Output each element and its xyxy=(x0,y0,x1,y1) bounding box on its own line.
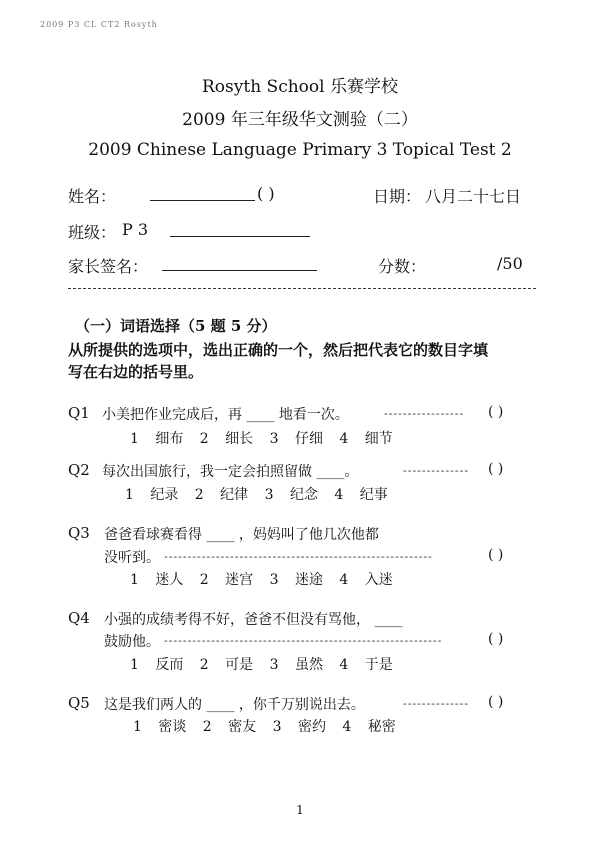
question-leader-dots: --------------------------------------------------------- xyxy=(164,550,433,563)
name-blank[interactable] xyxy=(150,186,255,201)
score-label: 分数： xyxy=(378,257,427,276)
question-options: 1 迷人 2 迷宫 3 迷途 4 入迷 xyxy=(130,572,393,588)
score-value: /50 xyxy=(497,254,523,273)
answer-bracket[interactable]: ( ) xyxy=(488,694,504,710)
question-text: 小美把作业完成后，再 ____ 地看一次。 xyxy=(102,407,349,423)
name-label: 姓名： xyxy=(68,187,117,206)
test-title-chinese: 2009 年三年级华文测验（二） xyxy=(182,110,418,130)
question-text: 爸爸看球赛看得 ____ ，妈妈叫了他几次他都 xyxy=(104,527,379,543)
question-number: Q5 xyxy=(68,694,90,712)
answer-bracket[interactable]: ( ) xyxy=(488,547,504,563)
answer-bracket[interactable]: ( ) xyxy=(488,631,504,647)
date-value: 八月二十七日 xyxy=(425,187,522,206)
question-number: Q1 xyxy=(68,404,90,422)
question-number: Q3 xyxy=(68,524,90,542)
class-label: 班级： xyxy=(68,223,117,242)
section-instruction-line2: 写在右边的括号里。 xyxy=(68,363,204,381)
date-label: 日期： xyxy=(373,187,422,206)
question-leader-dots: -------------- xyxy=(403,697,470,710)
parent-signature-blank[interactable] xyxy=(162,256,317,271)
question-options: 1 密谈 2 密友 3 密约 4 秘密 xyxy=(133,719,396,735)
header-divider xyxy=(68,288,536,289)
parent-signature-label: 家长签名： xyxy=(68,257,149,276)
section-title: （一）词语选择（5 题 5 分） xyxy=(75,317,277,335)
section-instruction-line1: 从所提供的选项中，选出正确的一个，然后把代表它的数目字填 xyxy=(68,341,489,359)
class-value: P 3 xyxy=(122,220,149,239)
question-number: Q4 xyxy=(68,609,90,627)
header-marks: 2009 P3 CL CT2 Rosyth xyxy=(40,20,158,29)
question-options: 1 反而 2 可是 3 虽然 4 于是 xyxy=(130,657,393,673)
question-text-line2: 没听到。 xyxy=(104,550,160,566)
question-text: 小强的成绩考得不好，爸爸不但没有骂他， ____ xyxy=(104,612,403,628)
question-leader-dots: -------------- xyxy=(403,464,470,477)
question-number: Q2 xyxy=(68,461,90,479)
answer-bracket[interactable]: ( ) xyxy=(488,461,504,477)
question-text: 这是我们两人的 ____ ，你千万别说出去。 xyxy=(104,697,365,713)
page-number: 1 xyxy=(296,803,304,817)
question-leader-dots: ----------------------------------------------------------- xyxy=(164,634,443,647)
question-options: 1 纪录 2 纪律 3 纪念 4 纪事 xyxy=(125,487,388,503)
question-options: 1 细布 2 细长 3 仔细 4 细节 xyxy=(130,431,393,447)
question-text-line2: 鼓励他。 xyxy=(104,634,160,650)
school-title: Rosyth School 乐赛学校 xyxy=(202,77,398,97)
test-title-english: 2009 Chinese Language Primary 3 Topical Test 2 xyxy=(88,140,512,160)
class-blank[interactable] xyxy=(170,222,310,237)
answer-bracket[interactable]: ( ) xyxy=(488,404,504,420)
name-bracket: ( ) xyxy=(257,184,275,203)
question-text: 每次出国旅行，我一定会拍照留做 ____。 xyxy=(102,464,359,480)
question-leader-dots: ----------------- xyxy=(384,407,465,420)
